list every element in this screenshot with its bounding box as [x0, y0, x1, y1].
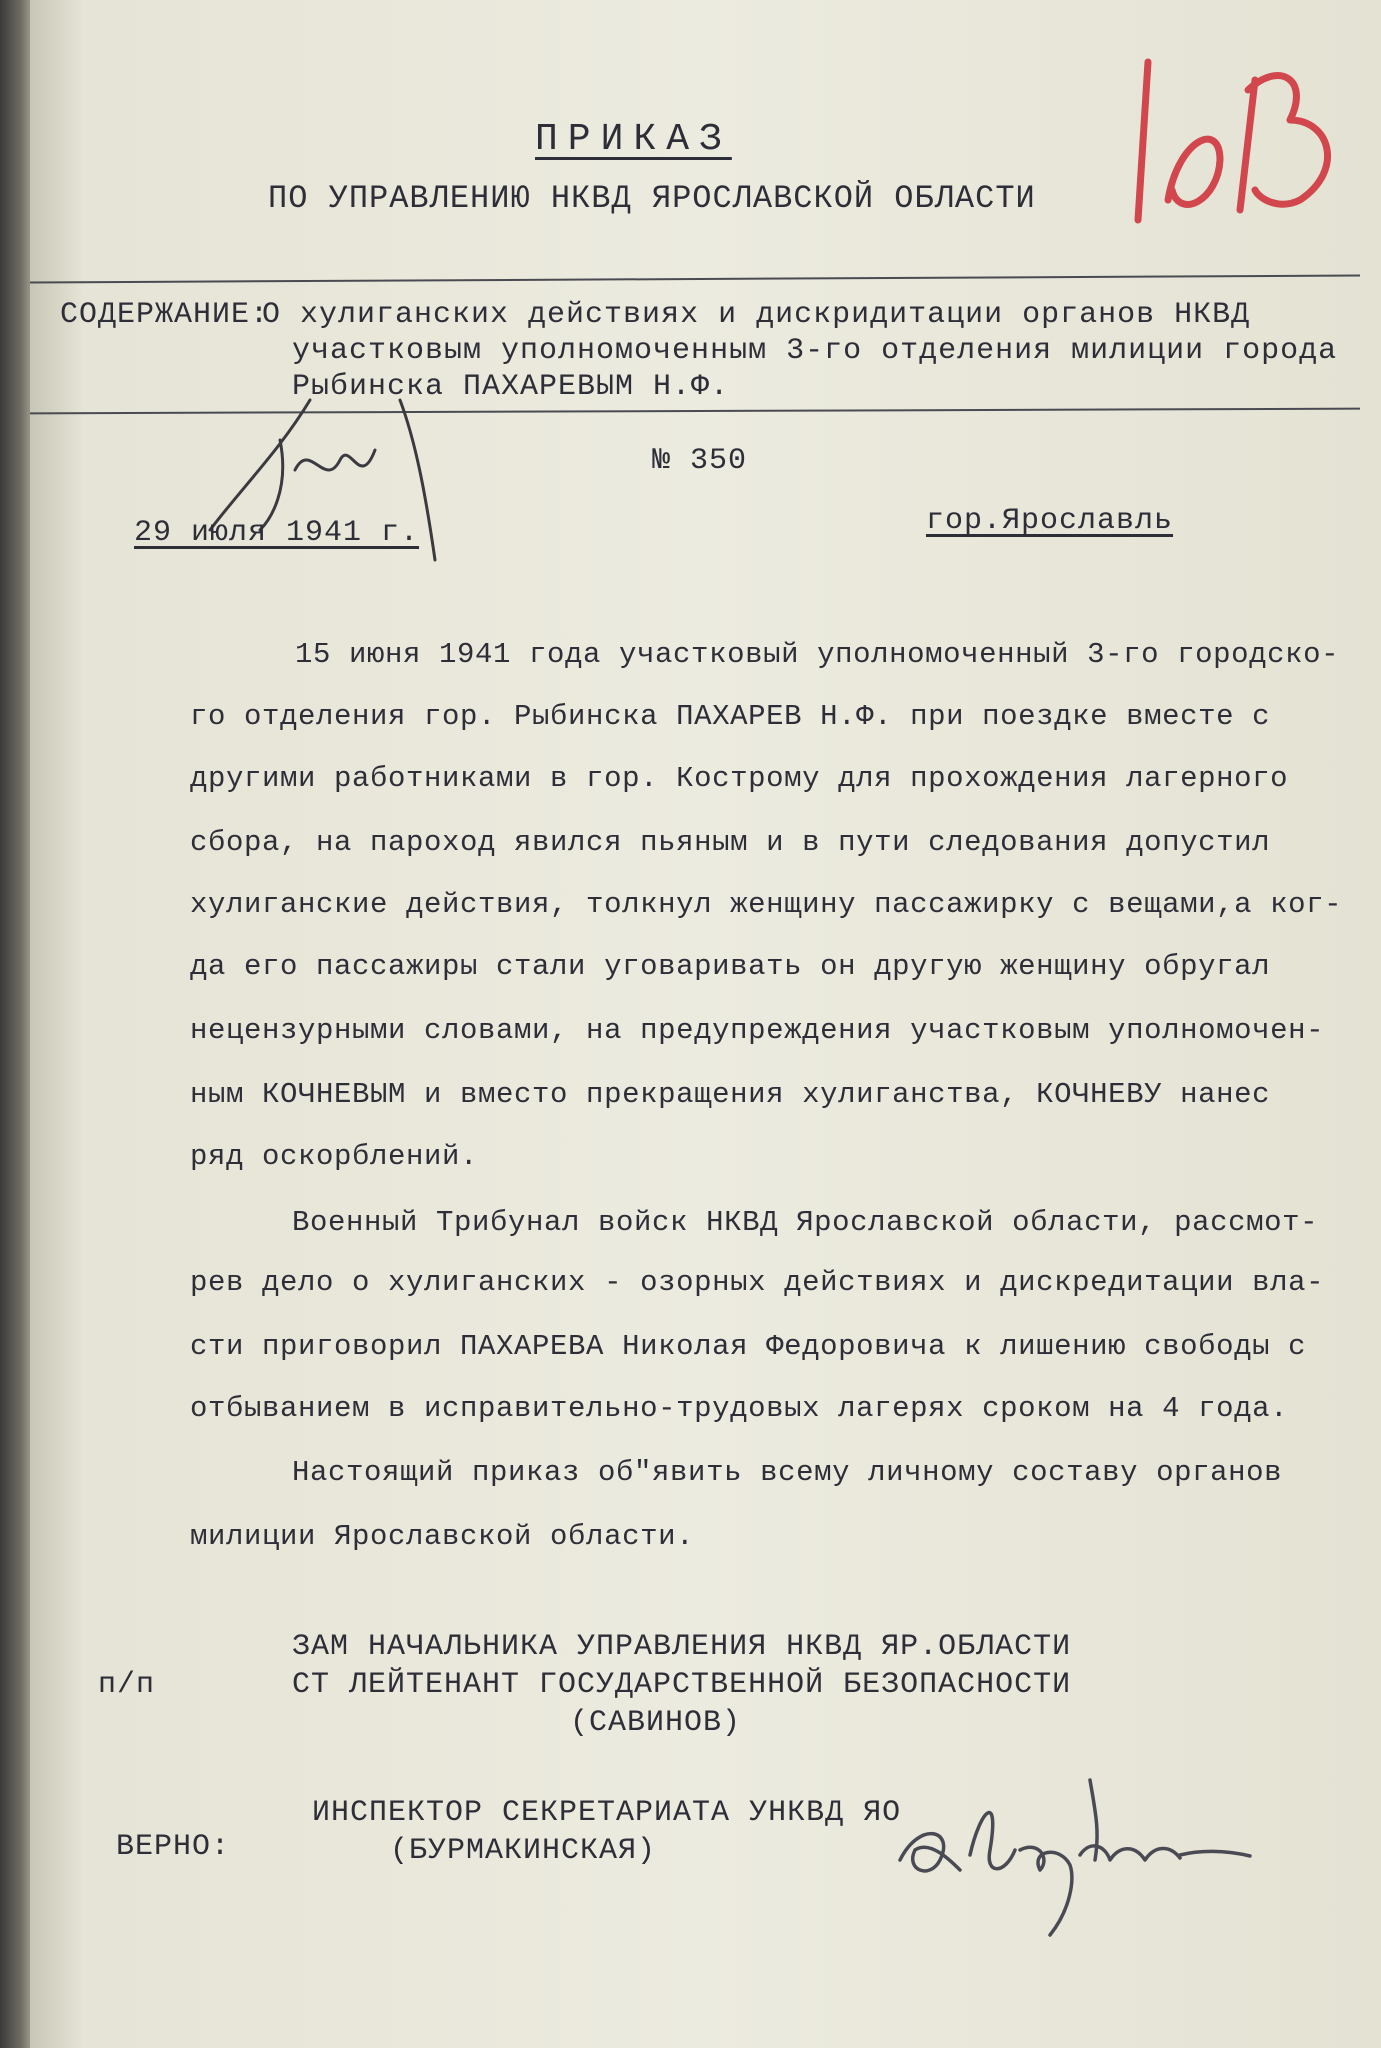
content-line-2: участковым уполномоченным 3-го отделения милиции города [292, 334, 1338, 368]
body-p1-line-1: 15 июня 1941 года участковый уполномоченный 3-го городско- [295, 638, 1340, 671]
pp-label: п/п [98, 1668, 156, 1702]
body-p1-line-2: го отделения гор. Рыбинска ПАХАРЕВ Н.Ф. при поездке вместе с [190, 700, 1271, 733]
document-page [30, 0, 1381, 2048]
body-p1-line-7: нецензурными словами, на предупреждения участковым уполномочен- [190, 1014, 1325, 1047]
document-subtitle: ПО УПРАВЛЕНИЮ НКВД ЯРОСЛАВСКОЙ ОБЛАСТИ [268, 180, 1036, 217]
order-date: 29 июля 1941 г. [134, 516, 420, 550]
signature-line-1: ЗАМ НАЧАЛЬНИКА УПРАВЛЕНИЯ НКВД ЯР.ОБЛАСТИ [292, 1630, 1072, 1664]
document-title: ПРИКАЗ [535, 118, 732, 161]
body-p1-line-4: сбора, на пароход явился пьяным и в пути следования допустил [190, 826, 1271, 859]
body-p1-line-5: хулиганские действия, толкнул женщину пассажирку с вещами,а ког- [190, 888, 1343, 921]
certification-line-2: (БУРМАКИНСКАЯ) [390, 1834, 657, 1868]
body-p2-line-3: сти приговорил ПАХАРЕВА Николая Федоровича к лишению свободы с [190, 1330, 1307, 1363]
content-top-rule [30, 275, 1360, 284]
archive-number-mark [1120, 50, 1360, 240]
content-line-1: О хулиганских действиях и дискридитации органов НКВД [262, 298, 1251, 332]
order-city: гор.Ярославль [926, 504, 1174, 538]
body-p1-line-9: ряд оскорблений. [190, 1140, 479, 1173]
binding-spine [0, 0, 34, 2048]
body-p3-line-1: Настоящий приказ об"явить всему личному составу органов [292, 1456, 1283, 1489]
signature-line-3: (САВИНОВ) [570, 1706, 742, 1740]
content-label: СОДЕРЖАНИЕ: [60, 298, 270, 332]
body-p2-line-2: рев дело о хулиганских - озорных действиях и дискредитации вла- [190, 1266, 1325, 1299]
body-p2-line-4: отбыванием в исправительно-трудовых лагерях сроком на 4 года. [190, 1392, 1289, 1425]
certification-line-1: ИНСПЕКТОР СЕКРЕТАРИАТА УНКВД ЯО [312, 1796, 902, 1830]
body-p1-line-3: другими работниками в гор. Кострому для прохождения лагерного [190, 762, 1289, 795]
body-p2-line-1: Военный Трибунал войск НКВД Ярославской области, рассмот- [292, 1206, 1319, 1239]
body-p3-line-2: милиции Ярославской области. [190, 1520, 695, 1553]
order-number: № 350 [652, 444, 748, 478]
body-p1-line-6: да его пассажиры стали уговаривать он другую женщину обругал [190, 950, 1271, 983]
handwritten-signature [880, 1750, 1260, 1950]
certification-label: ВЕРНО: [116, 1830, 231, 1864]
content-line-3: Рыбинска ПАХАРЕВЫМ Н.Ф. [292, 370, 730, 404]
signature-line-2: СТ ЛЕЙТЕНАНТ ГОСУДАРСТВЕННОЙ БЕЗОПАСНОСТИ [292, 1668, 1072, 1702]
body-p1-line-8: ным КОЧНЕВЫМ и вместо прекращения хулиганства, КОЧНЕВУ нанес [190, 1078, 1271, 1111]
